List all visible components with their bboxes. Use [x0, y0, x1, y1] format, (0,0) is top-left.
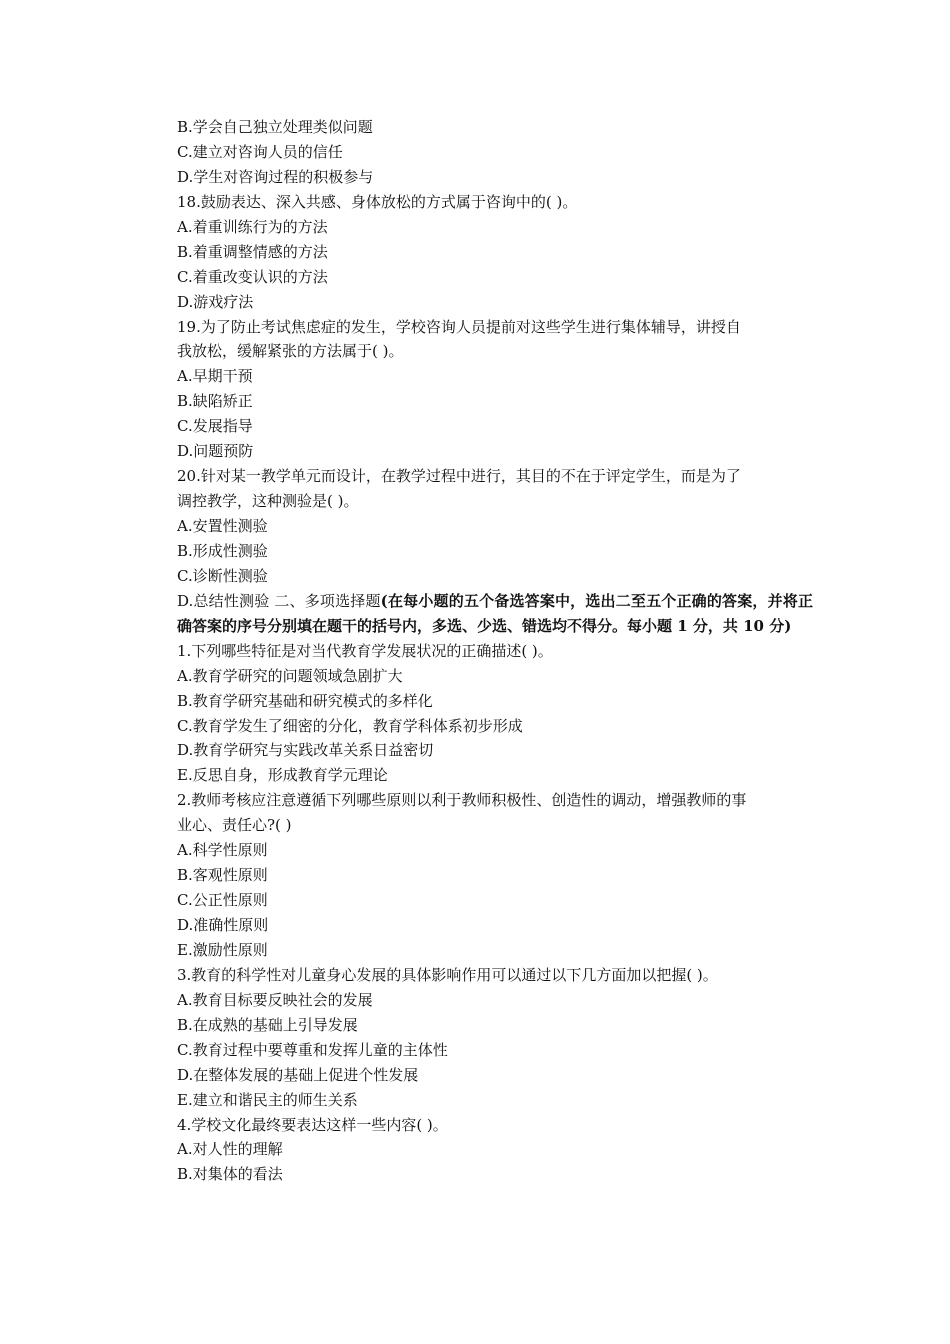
text-line: C.发展指导 [177, 417, 253, 436]
text-line: B.教育学研究基础和研究模式的多样化 [177, 691, 433, 710]
text-line: B.在成熟的基础上引导发展 [177, 1015, 358, 1034]
text-line: 调控教学，这种测验是( )。 [177, 492, 359, 511]
text-line: B.缺陷矫正 [177, 392, 253, 411]
text-line: D.教育学研究与实践改革关系日益密切 [177, 741, 434, 760]
text-line: 业心、责任心?( ) [177, 816, 292, 835]
text-line: 19.为了防止考试焦虑症的发生，学校咨询人员提前对这些学生进行集体辅导，讲授自 [177, 317, 741, 336]
section-heading-multiple-choice [177, 589, 813, 639]
text-line: A.教育学研究的问题领域急剧扩大 [177, 666, 403, 685]
text-line: C.诊断性测验 [177, 566, 268, 585]
text-line: 1.下列哪些特征是对当代教育学发展状况的正确描述( )。 [177, 641, 553, 660]
question-block-multiple-choice [177, 639, 813, 1188]
text-line: A.着重训练行为的方法 [177, 217, 328, 236]
text-line: 20.针对某一教学单元而设计，在教学过程中进行，其目的不在于评定学生，而是为了 [177, 467, 741, 486]
text-line: E.激励性原则 [177, 940, 268, 959]
text-line: C.教育学发生了细密的分化，教育学科体系初步形成 [177, 716, 523, 735]
text-line: A.早期干预 [177, 367, 253, 386]
section-instructions: (在每小题的五个备选答案中，选出二至五个正确的答案，并将正确答案的序号分别填在题干的括号内，多选、少选、错选均不得分。每小题 1 分，共 10 分) [177, 591, 813, 635]
text-line: E.反思自身，形成教育学元理论 [177, 766, 388, 785]
text-line: E.建立和谐民主的师生关系 [177, 1090, 358, 1109]
text-line: B.形成性测验 [177, 541, 268, 560]
text-line: B.客观性原则 [177, 866, 268, 885]
text-line: 18.鼓励表达、深入共感、身体放松的方式属于咨询中的( )。 [177, 192, 578, 211]
text-line: D.学生对咨询过程的积极参与 [177, 167, 374, 186]
text-line: B.对集体的看法 [177, 1165, 283, 1184]
text-line: D.准确性原则 [177, 916, 269, 935]
text-line: C.教育过程中要尊重和发挥儿童的主体性 [177, 1040, 448, 1059]
text-line: 2.教师考核应注意遵循下列哪些原则以利于教师积极性、创造性的调动，增强教师的事 [177, 791, 747, 810]
section-lead-text: D.总结性测验 二、多项选择题 [177, 591, 381, 610]
text-line: D.游戏疗法 [177, 292, 254, 311]
text-line: C.公正性原则 [177, 891, 268, 910]
text-line: B.学会自己独立处理类似问题 [177, 118, 373, 136]
document-page [177, 115, 813, 1187]
text-line: B.着重调整情感的方法 [177, 242, 328, 261]
text-line: A.科学性原则 [177, 841, 268, 860]
text-line: A.对人性的理解 [177, 1140, 283, 1159]
text-line: C.着重改变认识的方法 [177, 267, 328, 286]
text-line: A.教育目标要反映社会的发展 [177, 990, 373, 1009]
question-block-single-choice [177, 115, 813, 589]
text-line: A.安置性测验 [177, 517, 268, 535]
text-line: 4.学校文化最终要表达这样一些内容( )。 [177, 1115, 448, 1134]
text-line: D.问题预防 [177, 442, 254, 461]
text-line: D.在整体发展的基础上促进个性发展 [177, 1065, 419, 1084]
text-line: C.建立对咨询人员的信任 [177, 142, 343, 161]
text-line: 我放松，缓解紧张的方法属于( )。 [177, 342, 404, 361]
text-line: 3.教育的科学性对儿童身心发展的具体影响作用可以通过以下几方面加以把握( )。 [177, 965, 718, 984]
